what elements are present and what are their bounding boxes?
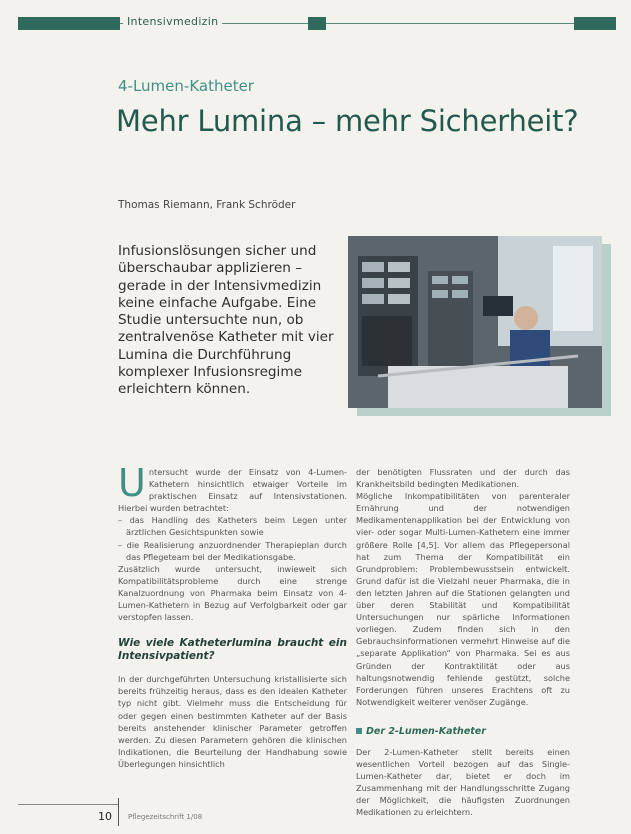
icu-photo xyxy=(348,236,602,408)
col1-paragraph-2: Zusätzlich wurde untersucht, inwieweit sich Kompatibilitätsprobleme durch eine strenge Kanalzuordnung von Pharmaka beim Einsatz von 4-Lumen-Kathetern in Bezug auf Verfolgbarkeit oder gar verstopfen lassen. xyxy=(118,563,347,623)
col2-subhead-text: Der 2-Lumen-Katheter xyxy=(366,725,486,737)
footer-rule xyxy=(18,804,118,805)
col1-subhead: Wie viele Katheterlumina braucht ein Intensivpatient? xyxy=(118,637,347,663)
article-kicker: 4-Lumen-Katheter xyxy=(118,77,254,95)
article-title: Mehr Lumina – mehr Sicherheit? xyxy=(116,104,579,138)
article-column-2 xyxy=(356,466,570,819)
col2-paragraph-2: Mögliche Inkompatibilitäten von parenteraler Ernährung und der notwendigen Medikamentenapplikation bei der Entwicklung von vier- oder sogar Multi-Lumen-Kathetern eine immer größere Rolle [4,5]. Vor allem das Pflegepersonal hat zum Thema der Kompatibilität ein Grundproblem: Problembewusstsein entwickelt. Grund dafür ist die Vielzahl neuer Pharmaka, die in den letzten Jahren auf die Stationen gelangten und über deren Stabilität und Kompatibilität Untersuchungen nur spärliche Informationen vorliegen. Zudem finden sich in den Gebrauchsinformationen vermehrt Hinweise auf die „separate Applikation“ von Pharmaka. Sei es aus Gründen der Kontraktilität oder aus haltungsnotwendig fehlende gestützt, solche Forderungen führen unseres Erachtens oft zu Notwendigkeit weiterer venöser Zugänge. xyxy=(356,491,570,707)
square-bullet-icon xyxy=(356,728,362,734)
article-column-1 xyxy=(118,461,347,770)
article-authors: Thomas Riemann, Frank Schröder xyxy=(118,199,296,211)
drop-cap: U xyxy=(118,461,146,505)
col1-bullet-2: – die Realisierung anzuordnender Therapieplan durch das Pflegeteam bei der Medikationsgabe. xyxy=(118,539,347,562)
section-label: Intensivmedizin xyxy=(123,15,222,28)
article-lead: Infusionslösungen sicher und überschaubar applizieren – gerade in der Intensivmedizin keine einfache Aufgabe. Eine Studie untersuchte nun, ob zentralvenöse Katheter mit vier Lumina die Durchführung komplexer Infusionsregime erleichtern können. xyxy=(118,243,334,398)
footer-source: Pflegezeitschrift 1/08 xyxy=(128,813,203,821)
col1-intro: ntersucht wurde der Einsatz von 4-Lumen-Kathetern hinsichtlich etwaiger Vorteile im praktischen Einsatz auf Intensivstationen. Hierbei wurden betrachtet: xyxy=(118,467,347,514)
col2-paragraph-1: der benötigten Flussraten und der durch das Krankheitsbild bedingten Medikationen. xyxy=(356,467,570,490)
col1-bullet-1: – das Handling des Katheters beim Legen unter ärztlichen Gesichtspunkten sowie xyxy=(118,515,347,538)
page-number: 10 xyxy=(98,810,112,823)
footer-divider xyxy=(118,798,119,826)
col1-paragraph-3: In der durchgeführten Untersuchung kristallisierte sich bereits frühzeitig heraus, dass es den idealen Katheter typ nicht gibt. Vielmehr muss die Entscheidung für oder gegen einen bestimmten Katheter auf der Basis bereits anstehender klinischer Parameter getroffen werden. Zu diesen Parametern gehören die klinischen Indikationen, die Beurteilung der Handhabung sowie Überlegungen hinsichtlich xyxy=(118,674,347,769)
col2-paragraph-3: Der 2-Lumen-Katheter stellt bereits einen wesentlichen Vorteil bezogen auf das Single-Lumen-Katheter dar, bietet er doch im Zusammenhang mit der Handlungsschritte Zugang der Möglichkeit, die häufigsten Zuordnungen Medikationen zu erleichtern. xyxy=(356,746,570,818)
col2-subhead xyxy=(356,726,570,738)
header-bar-left xyxy=(18,17,120,30)
icu-scene-illustration xyxy=(348,236,602,408)
header-bar-right xyxy=(574,17,616,30)
header-bar-mid xyxy=(308,17,326,30)
